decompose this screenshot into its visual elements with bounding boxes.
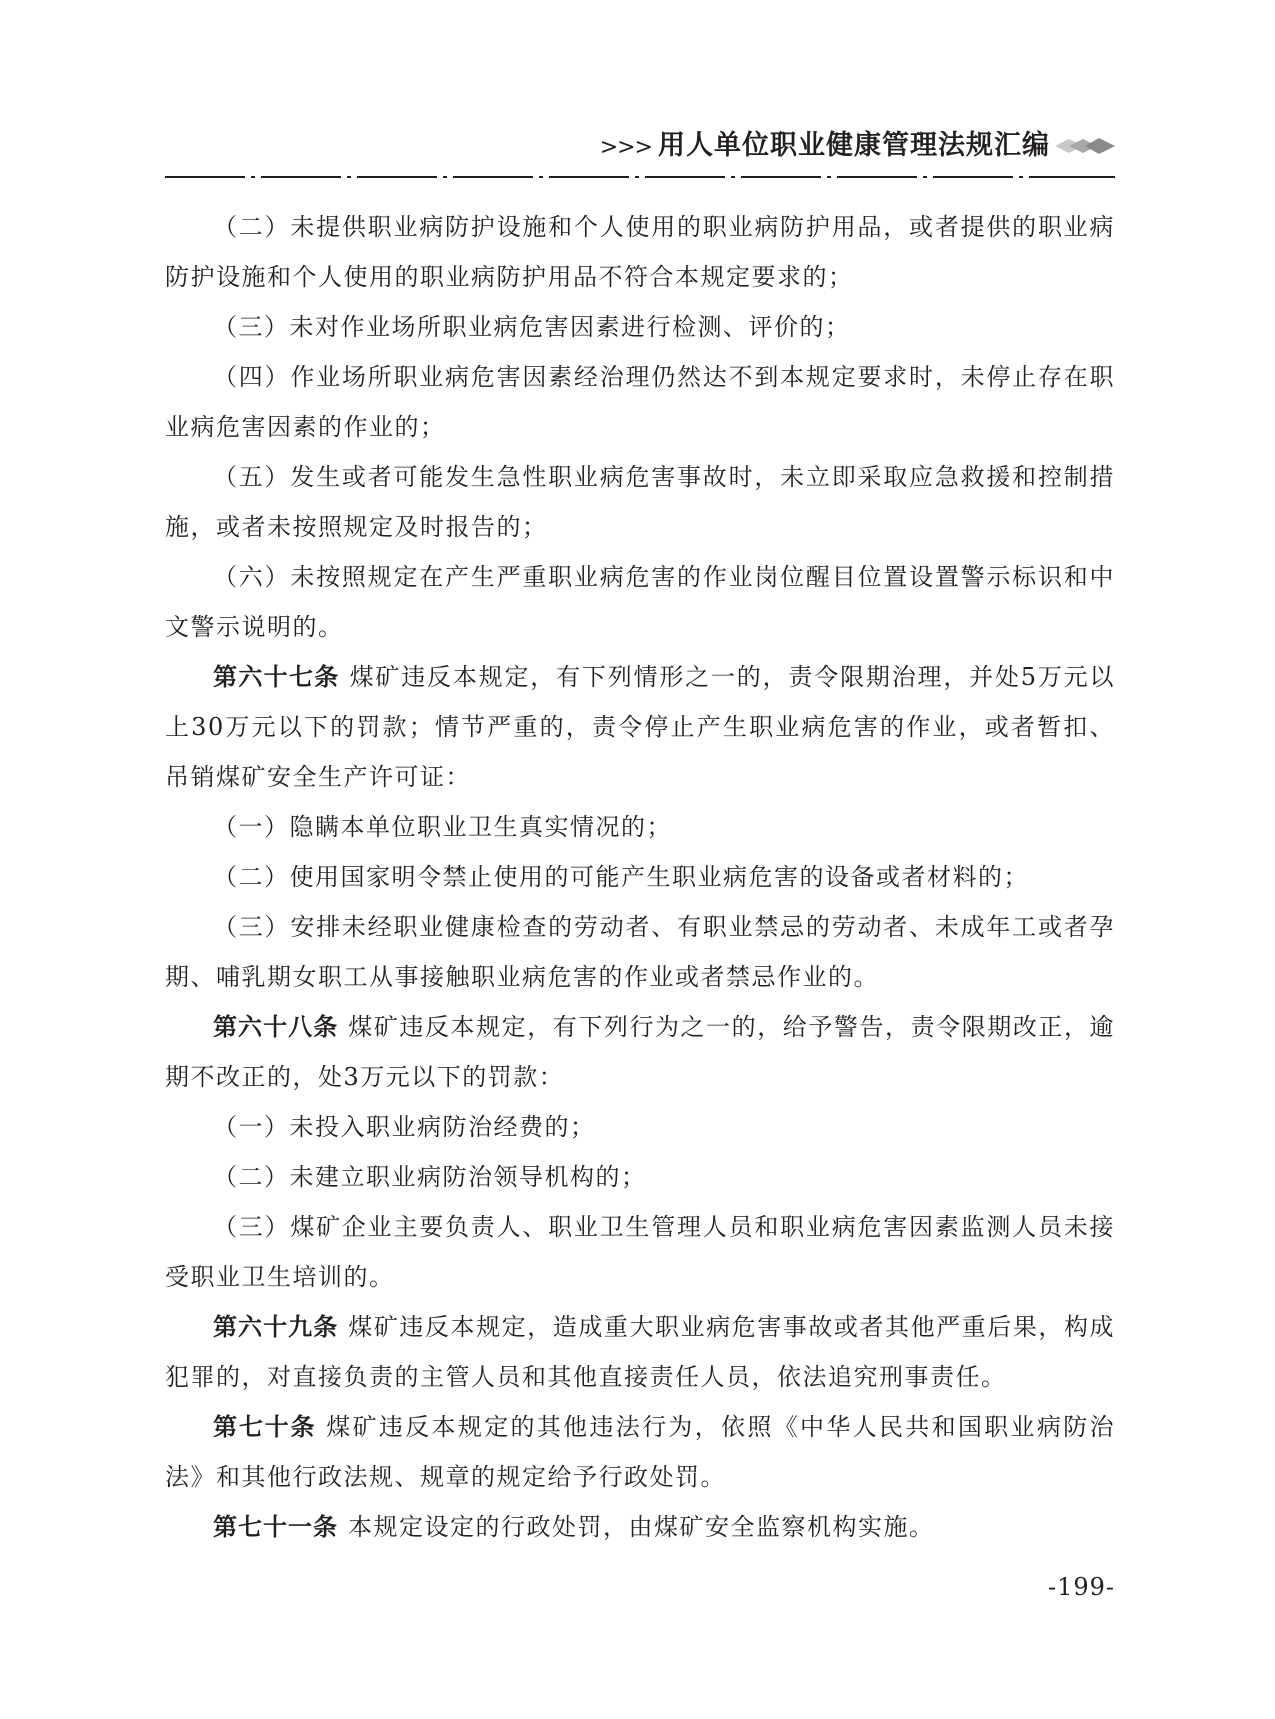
header-chevrons: >>> <box>599 135 652 160</box>
diamond-ornament-icon <box>1055 136 1117 156</box>
article-paragraph: 第七十条 煤矿违反本规定的其他违法行为，依照《中华人民共和国职业病防治法》和其他行政法规、规章的规定给予行政处罚。 <box>165 1413 1116 1491</box>
paragraph: （六）未按照规定在产生严重职业病危害的作业岗位醒目位置设置警示标识和中文警示说明的。 <box>165 563 1115 641</box>
article-paragraph: 第七十一条 本规定设定的行政处罚，由煤矿安全监察机构实施。 <box>213 1513 935 1541</box>
article-number: 第六十九条 <box>213 1313 339 1341</box>
body-text <box>165 202 1115 1552</box>
article-number: 第七十条 <box>213 1413 317 1441</box>
paragraph: （二）使用国家明令禁止使用的可能产生职业病危害的设备或者材料的； <box>213 863 1029 891</box>
header-title <box>600 128 1050 166</box>
article-paragraph: 第六十八条 煤矿违反本规定，有下列行为之一的，给予警告，责令限期改正，逾期不改正的，处3万元以下的罚款： <box>165 1013 1116 1091</box>
article-paragraph: 第六十七条 煤矿违反本规定，有下列情形之一的，责令限期治理，并处5万元以上30万元以下的罚款；情节严重的，责令停止产生职业病危害的作业，或者暂扣、吊销煤矿安全生产许可证： <box>165 663 1115 791</box>
page-number: -199- <box>1047 1573 1115 1601</box>
header-title-text: 用人单位职业健康管理法规汇编 <box>658 130 1050 161</box>
paragraph: （五）发生或者可能发生急性职业病危害事故时，未立即采取应急救援和控制措施，或者未按照规定及时报告的； <box>165 463 1115 541</box>
paragraph: （四）作业场所职业病危害因素经治理仍然达不到本规定要求时，未停止存在职业病危害因素的作业的； <box>165 363 1115 441</box>
paragraph: （三）未对作业场所职业病危害因素进行检测、评价的； <box>213 313 851 341</box>
article-number: 第六十七条 <box>213 663 340 691</box>
paragraph: （一）隐瞒本单位职业卫生真实情况的； <box>213 813 672 841</box>
paragraph: （二）未提供职业病防护设施和个人使用的职业病防护用品，或者提供的职业病防护设施和个人使用的职业病防护用品不符合本规定要求的； <box>165 213 1115 291</box>
article-number: 第六十八条 <box>213 1013 339 1041</box>
article-paragraph: 第六十九条 煤矿违反本规定，造成重大职业病危害事故或者其他严重后果，构成犯罪的，对直接负责的主管人员和其他直接责任人员，依法追究刑事责任。 <box>165 1313 1116 1391</box>
paragraph: （二）未建立职业病防治领导机构的； <box>213 1163 647 1191</box>
paragraph: （三）安排未经职业健康检查的劳动者、有职业禁忌的劳动者、未成年工或者孕期、哺乳期女职工从事接触职业病危害的作业或者禁忌作业的。 <box>165 913 1115 991</box>
paragraph: （三）煤矿企业主要负责人、职业卫生管理人员和职业病危害因素监测人员未接受职业卫生培训的。 <box>165 1213 1115 1291</box>
article-number: 第七十一条 <box>213 1513 338 1541</box>
paragraph: （一）未投入职业病防治经费的； <box>213 1113 596 1141</box>
running-header <box>0 128 1275 188</box>
header-dashed-rule <box>165 174 1115 180</box>
